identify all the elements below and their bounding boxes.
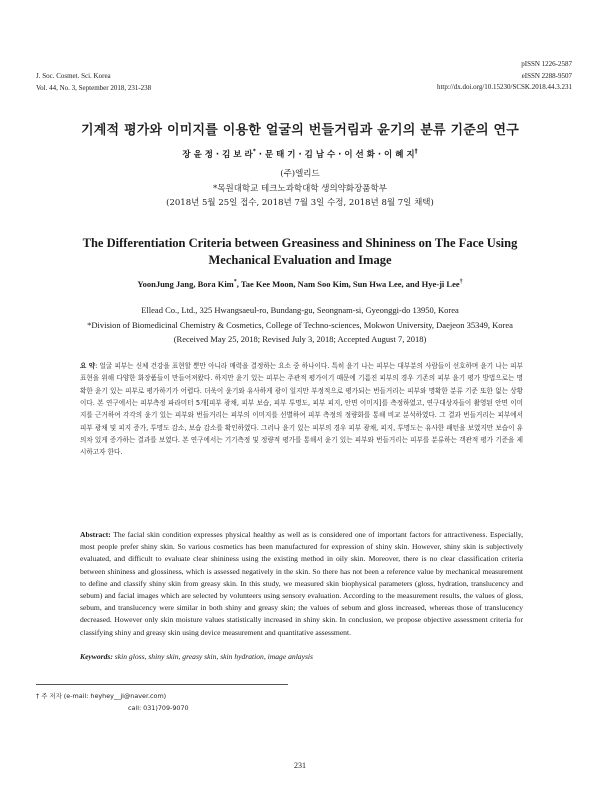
korean-authors	[0, 148, 600, 160]
english-affiliation-1: Ellead Co., Ltd., 325 Hwangsaeul-ro, Bundang-gu, Seongnam-si, Gyeonggi-do 13950, Korea	[141, 305, 459, 315]
english-dates: (Received May 25, 2018; Revised July 3, 2018; Accepted August 7, 2018)	[173, 334, 427, 344]
korean-affiliation-1: (주)엘리드	[280, 169, 320, 179]
keywords-label: Keywords:	[80, 652, 113, 661]
korean-title: 기계적 평가와 이미지를 이용한 얼굴의 번들거림과 윤기의 분류 기준의 연구	[80, 123, 520, 138]
journal-header-right	[437, 59, 572, 94]
footnote-phone: call: 031)709-9070	[128, 704, 189, 712]
footnote	[36, 690, 189, 714]
english-affiliations	[0, 303, 600, 347]
korean-abstract-label: 요 약	[80, 362, 96, 370]
english-authors-rest: , Tae Kee Moon, Nam Soo Kim, Sun Hwa Lee, and Hye-ji Lee	[236, 279, 460, 289]
korean-dates: (2018년 5월 25일 접수, 2018년 7월 3일 수정, 2018년 8월 7일 채택)	[166, 198, 434, 208]
english-authors	[0, 279, 600, 289]
eissn: eISSN 2288-9507	[521, 71, 572, 80]
journal-name: J. Soc. Cosmet. Sci. Korea	[36, 72, 111, 80]
footnote-divider	[36, 684, 288, 685]
english-authors-main: YoonJung Jang, Bora Kim	[137, 279, 234, 289]
korean-abstract-text: : 얼굴 피부는 신체 건강을 표현할 뿐만 아니라 매력을 결정하는 요소 중 하나이다. 특히 윤기 나는 피부는 대부분의 사람들이 선호하며 윤기 나는 피부 표현을 위해 다양한 화장품들이 만들어져왔다. 하지만 윤기 있는 피부는 주관적 평가이기 때문에 기름진 피부의 경우 기존의 피부 윤기 평가 방법으로는 명확한 윤기 있는 피부로 평가하기가 어렵다. 더욱이 윤기와 유사하게 광이 일지만 부정적으로 평가되는 번들거리는 피부와 명확한 분류 기준 또한 없는 상황이다. 본 연구에서는 피부측정 파라미터 5개[피부 광채, 피부 보습, 피부 투명도, 피부 피지, 안면 이미지]를 측정하였고, 연구대상자들이 촬영된 안면 이미지를 근거하여 각각의 윤기 있는 피부와 번들거리는 피부의 이미지를 선별하여 피부 측정의 정량화를 통해 비교 분석하였다. 그 결과 번들거리는 피부에서 피부 광채 및 피지 증가, 투명도 감소, 보습 감소를 확인하였다. 그러나 윤기 있는 피부의 경우 피부 광채, 피지, 투명도는 유사한 패턴을 보였지만 보습이 유의차 있게 증가하는 결과를 보였다. 본 연구에서는 기기측정 및 정량적 평가를 통해서 윤기 있는 피부와 번들거리는 피부를 분류하는 객관적 평가 기준을 제시하고자 한다.	[80, 362, 523, 457]
korean-affiliation-2: *목원대학교 테크노과학대학 생의약화장품학부	[213, 183, 387, 194]
english-title	[0, 235, 600, 269]
doi-link[interactable]: http://dx.doi.org/10.15230/SCSK.2018.44.3.231	[436, 83, 572, 91]
author-mark: *	[252, 148, 256, 156]
english-abstract-label: Abstract:	[80, 530, 111, 539]
keywords-text: skin gloss, shiny skin, greasy skin, skin hydration, image anlaysis	[112, 652, 313, 661]
english-title-line-1: The Differentiation Criteria between Greasiness and Shininess on The Face Using	[82, 236, 518, 250]
corresponding-mark: †	[414, 148, 418, 156]
journal-header-left	[36, 70, 151, 94]
english-abstract	[80, 529, 523, 639]
korean-authors-rest: · 문 태 기 · 김 남 수 · 이 선 화 · 이 혜 지	[255, 150, 415, 160]
pissn: pISSN 1226-2587	[521, 60, 572, 68]
korean-abstract	[80, 360, 523, 459]
corresponding-mark: †	[459, 279, 463, 286]
english-abstract-text: The facial skin condition expresses physical healthy as well as is considered one of important factors for attractiveness. Especially, most people prefer shiny skin. So various cosmetics has been manufactured for expression of shiny skin. However, shiny skin is subjectively evaluated, and difficult to evaluate clear shininess using the existing method in oily skin. Moreover, there is no clear classification criteria between shininess and glossiness, which is assessed negatively in the skin. So there has not been a reference value by mechanical measurement to define and classify shiny skin from greasy skin. In this study, we measured skin biophysical parameters (gloss, hydration, translucency and sebum) and facial images which are selected by volunteers using sensory evaluation. According to the measurement results, the values of gloss, sebum, and translucency were similar in both shiny and greasy skin; the values of sebum and gloss increased, whereas those of translucency decreased. However only skin moisture values statistically increased in shiny skin. In conclusion, we propose objective assessment criteria for classifying shiny and greasy skin using device measurement and quantitative assessment.	[80, 530, 523, 637]
korean-authors-main: 장 윤 정 · 김 보 라	[182, 150, 253, 160]
footnote-email: † 주 저자 (e-mail: heyhey__ji@naver.com)	[36, 692, 167, 700]
author-mark: *	[233, 279, 237, 286]
keywords	[80, 652, 523, 661]
english-affiliation-2: *Division of Biomedicinal Chemistry & Cosmetics, College of Techno-sciences, Mokwon University, Daejeon 35349, Korea	[87, 319, 513, 330]
journal-volume: Vol. 44, No. 3, September 2018, 231-238	[36, 84, 152, 92]
korean-affiliations	[0, 167, 600, 211]
english-title-line-2: Mechanical Evaluation and Image	[208, 253, 392, 267]
page-number: 231	[294, 761, 306, 770]
